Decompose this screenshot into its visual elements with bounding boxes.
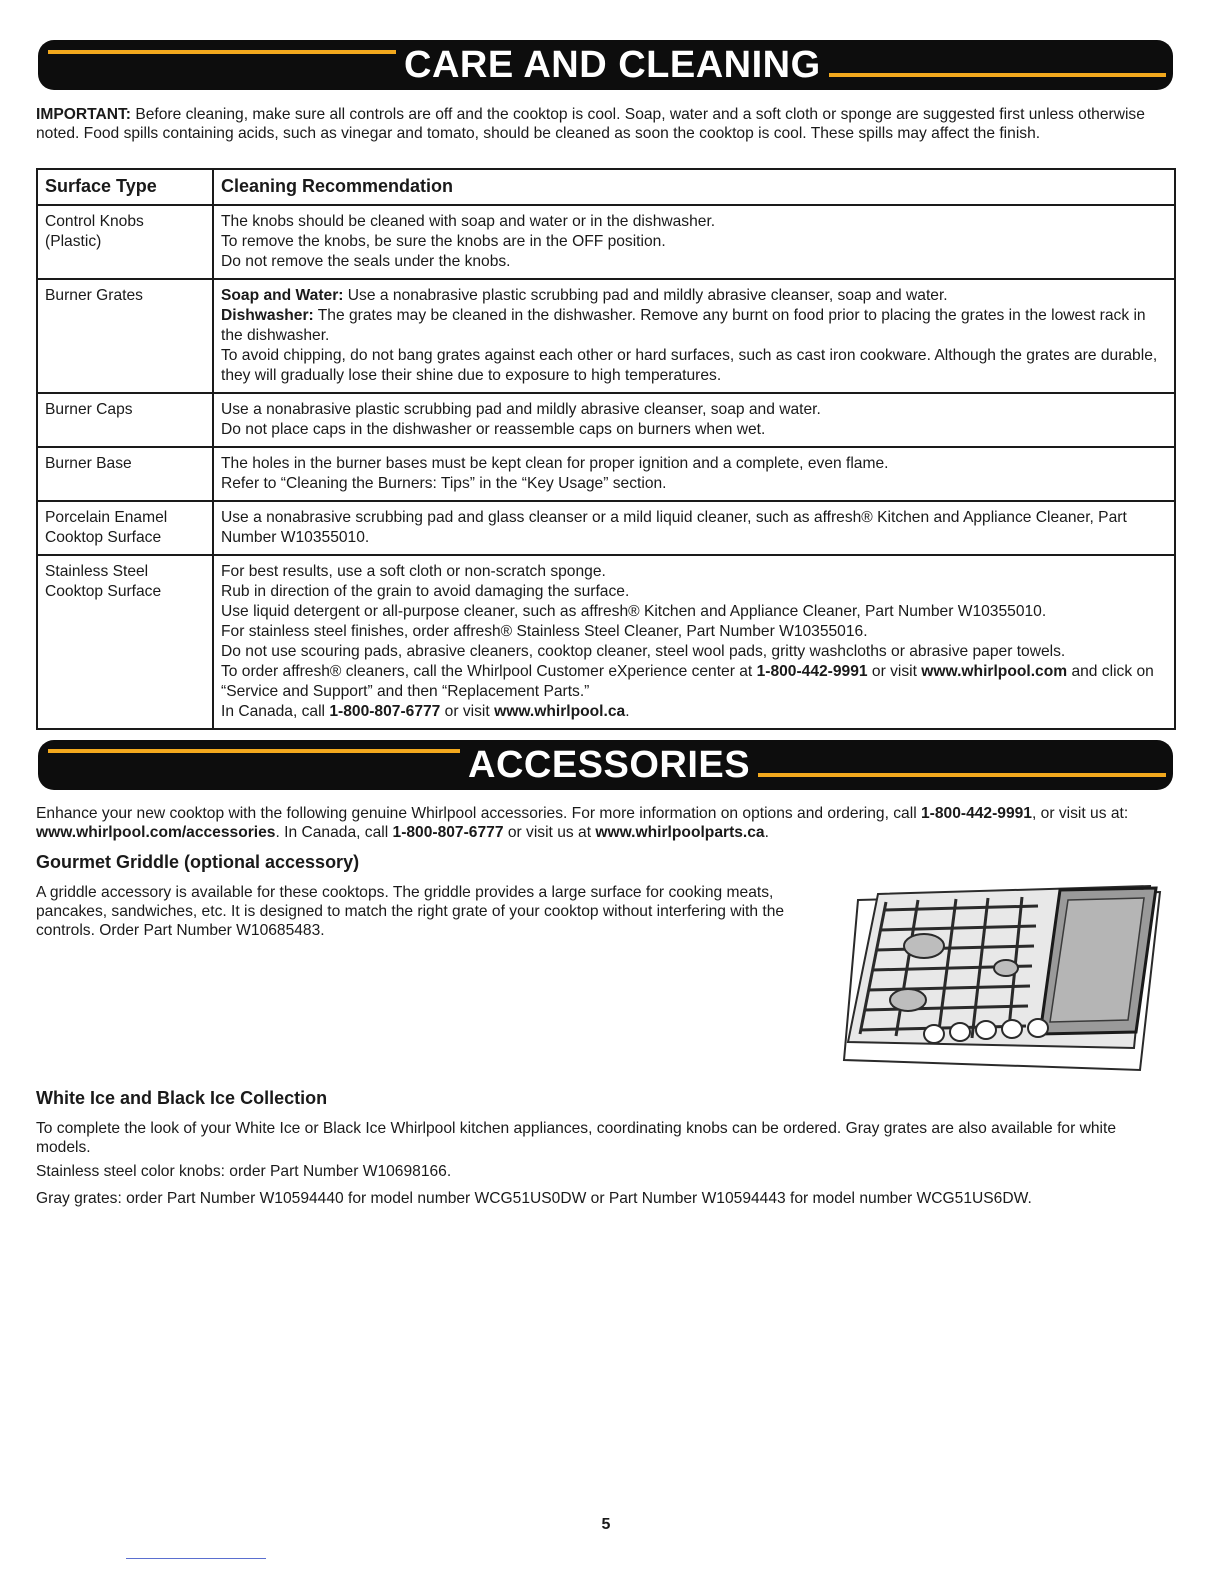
surface-label: Cooktop Surface: [45, 529, 162, 546]
ice-collection-text: To complete the look of your White Ice or Black Ice Whirlpool kitchen appliances, coordinating knobs can be ordered. Gray grates are also available for white models.: [36, 1120, 1116, 1156]
cleaning-table: [36, 168, 1176, 730]
recommendation-cell: [213, 447, 1175, 501]
table-row: [37, 555, 1175, 729]
burner-rear-left: [904, 934, 944, 958]
table-row: [37, 279, 1175, 393]
dishwasher-text: The grates may be cleaned in the dishwasher. Remove any burnt on food prior to placing the grates in the lowest rack in the dishwasher.: [221, 307, 1146, 344]
griddle-text: A griddle accessory is available for these cooktops. The griddle provides a large surface for cooking meats, pancakes, sandwiches, etc. It is designed to match the right grate of your cooktop without interfering with the controls. Order Part Number W10685483.: [36, 884, 785, 939]
grates-part-text: Gray grates: order Part Number W10594440 for model number WCG51US0DW or Part Number W10594443 for model number WCG51US6DW.: [36, 1190, 1032, 1207]
recommendation-cell: [213, 555, 1175, 729]
order-url-link[interactable]: www.whirlpool.com: [921, 663, 1068, 680]
banner-stripe-left: [48, 749, 468, 753]
canada-text: or visit: [440, 703, 495, 720]
important-label: IMPORTANT:: [36, 106, 131, 123]
intro-text: Enhance your new cooktop with the following genuine Whirlpool accessories. For more information on options and ordering, call: [36, 805, 921, 822]
surface-cell: [37, 205, 213, 279]
accessories-banner: [38, 740, 1173, 790]
recommendation-line: [221, 286, 1167, 306]
table-row: [37, 205, 1175, 279]
recommendation-cell: [213, 501, 1175, 555]
recommendation-line: Refer to “Cleaning the Burners: Tips” in the “Key Usage” section.: [221, 475, 667, 492]
knob-5: [1028, 1019, 1048, 1037]
burner-center: [994, 960, 1018, 976]
footer-rule: [126, 1558, 266, 1559]
banner-stripe-right: [750, 773, 1166, 777]
header-cleaning-recommendation: Cleaning Recommendation: [213, 169, 1175, 205]
surface-cell: [37, 447, 213, 501]
recommendation-line: Use liquid detergent or all-purpose cleaner, such as affresh® Kitchen and Appliance Cleaner, Part Number W10355010.: [221, 603, 1047, 620]
ice-collection-heading: White Ice and Black Ice Collection: [36, 1088, 328, 1108]
banner-stripe-left: [48, 50, 408, 54]
canada-text: .: [625, 703, 630, 720]
surface-cell: [37, 555, 213, 729]
surface-label: Stainless Steel: [45, 563, 149, 580]
intro-phone-canada: 1-800-807-6777: [392, 824, 504, 841]
griddle-heading: Gourmet Griddle (optional accessory): [36, 852, 360, 872]
recommendation-cell: [213, 279, 1175, 393]
soap-water-text: Use a nonabrasive plastic scrubbing pad and mildly abrasive cleanser, soap and water.: [343, 287, 948, 304]
table-header-row: [37, 169, 1175, 205]
parts-url-link[interactable]: www.whirlpoolparts.ca: [595, 824, 765, 841]
recommendation-line: Use a nonabrasive plastic scrubbing pad and mildly abrasive cleanser, soap and water.: [221, 401, 821, 418]
recommendation-line: The holes in the burner bases must be kept clean for proper ignition and a complete, even flame.: [221, 455, 889, 472]
recommendation-cell: [213, 205, 1175, 279]
recommendation-line: To remove the knobs, be sure the knobs are in the OFF position.: [221, 233, 666, 250]
intro-text: or visit us at: [503, 824, 596, 841]
knob-4: [1002, 1020, 1022, 1038]
dishwasher-label: Dishwasher:: [221, 307, 314, 324]
recommendation-line: To avoid chipping, do not bang grates against each other or hard surfaces, such as cast iron cookware. Although the grates are durable, they will gradually lose their shine due to exposure to high temperatures.: [221, 347, 1158, 384]
canada-text: In Canada, call: [221, 703, 330, 720]
recommendation-line: Do not place caps in the dishwasher or reassemble caps on burners when wet.: [221, 421, 766, 438]
accessories-intro: [36, 804, 1176, 842]
order-phone: 1-800-442-9991: [756, 663, 868, 680]
cooktop-griddle-illustration: [838, 880, 1172, 1080]
knob-1: [924, 1025, 944, 1043]
surface-label: Porcelain Enamel: [45, 509, 168, 526]
order-text: or visit: [867, 663, 922, 680]
burner-front-left: [890, 989, 926, 1011]
order-text: and click on “Service and Support” and then “Replacement Parts.”: [221, 663, 1154, 700]
surface-label: Control Knobs: [45, 213, 144, 230]
recommendation-line: Do not use scouring pads, abrasive cleaners, cooktop cleaner, steel wool pads, gritty washcloths or abrasive paper towels.: [221, 643, 1066, 660]
recommendation-cell: [213, 393, 1175, 447]
table-row: [37, 501, 1175, 555]
surface-cell: [37, 501, 213, 555]
surface-label: Burner Caps: [45, 401, 133, 418]
recommendation-line: Do not remove the seals under the knobs.: [221, 253, 511, 270]
soap-water-label: Soap and Water:: [221, 287, 344, 304]
surface-label: Cooktop Surface: [45, 583, 162, 600]
intro-text: . In Canada, call: [275, 824, 393, 841]
table-row: [37, 393, 1175, 447]
knobs-part-text: Stainless steel color knobs: order Part Number W10698166.: [36, 1163, 452, 1180]
recommendation-line: [221, 662, 1167, 702]
accessories-title: ACCESSORIES: [460, 740, 758, 790]
recommendation-line: For best results, use a soft cloth or non-scratch sponge.: [221, 563, 606, 580]
order-text: To order affresh® cleaners, call the Whirlpool Customer eXperience center at: [221, 663, 757, 680]
knob-3: [976, 1021, 996, 1039]
recommendation-line: Rub in direction of the grain to avoid damaging the surface.: [221, 583, 630, 600]
recommendation-line: The knobs should be cleaned with soap and water or in the dishwasher.: [221, 213, 716, 230]
care-cleaning-banner: [38, 40, 1173, 90]
page-number: 5: [601, 1516, 611, 1533]
intro-text: , or visit us at:: [1031, 805, 1129, 822]
accessories-url-link[interactable]: www.whirlpool.com/accessories: [36, 824, 276, 841]
recommendation-line: [221, 702, 1167, 722]
surface-label: (Plastic): [45, 233, 102, 250]
important-note: [36, 105, 1176, 143]
surface-cell: [37, 279, 213, 393]
recommendation-line: [221, 306, 1167, 346]
banner-stripe-right: [818, 73, 1166, 77]
recommendation-line: Use a nonabrasive scrubbing pad and glass cleanser or a mild liquid cleaner, such as affresh® Kitchen and Appliance Cleaner, Part Number W10355010.: [221, 509, 1127, 546]
canada-phone: 1-800-807-6777: [329, 703, 441, 720]
intro-text: .: [764, 824, 769, 841]
intro-phone: 1-800-442-9991: [921, 805, 1032, 822]
canada-url-link[interactable]: www.whirlpool.ca: [494, 703, 626, 720]
recommendation-line: For stainless steel finishes, order affresh® Stainless Steel Cleaner, Part Number W10355016.: [221, 623, 868, 640]
header-surface-type: Surface Type: [37, 169, 213, 205]
important-text: Before cleaning, make sure all controls are off and the cooktop is cool. Soap, water and a soft cloth or sponge are suggested first unless otherwise noted. Food spills containing acids, such as vinegar and tomato, should be cleaned as soon the cooktop is cool. These spills may affect the finish.: [36, 106, 1145, 142]
table-row: [37, 447, 1175, 501]
knob-2: [950, 1023, 970, 1041]
surface-cell: [37, 393, 213, 447]
surface-label: Burner Base: [45, 455, 132, 472]
care-cleaning-title: CARE AND CLEANING: [396, 40, 829, 90]
surface-label: Burner Grates: [45, 287, 143, 304]
